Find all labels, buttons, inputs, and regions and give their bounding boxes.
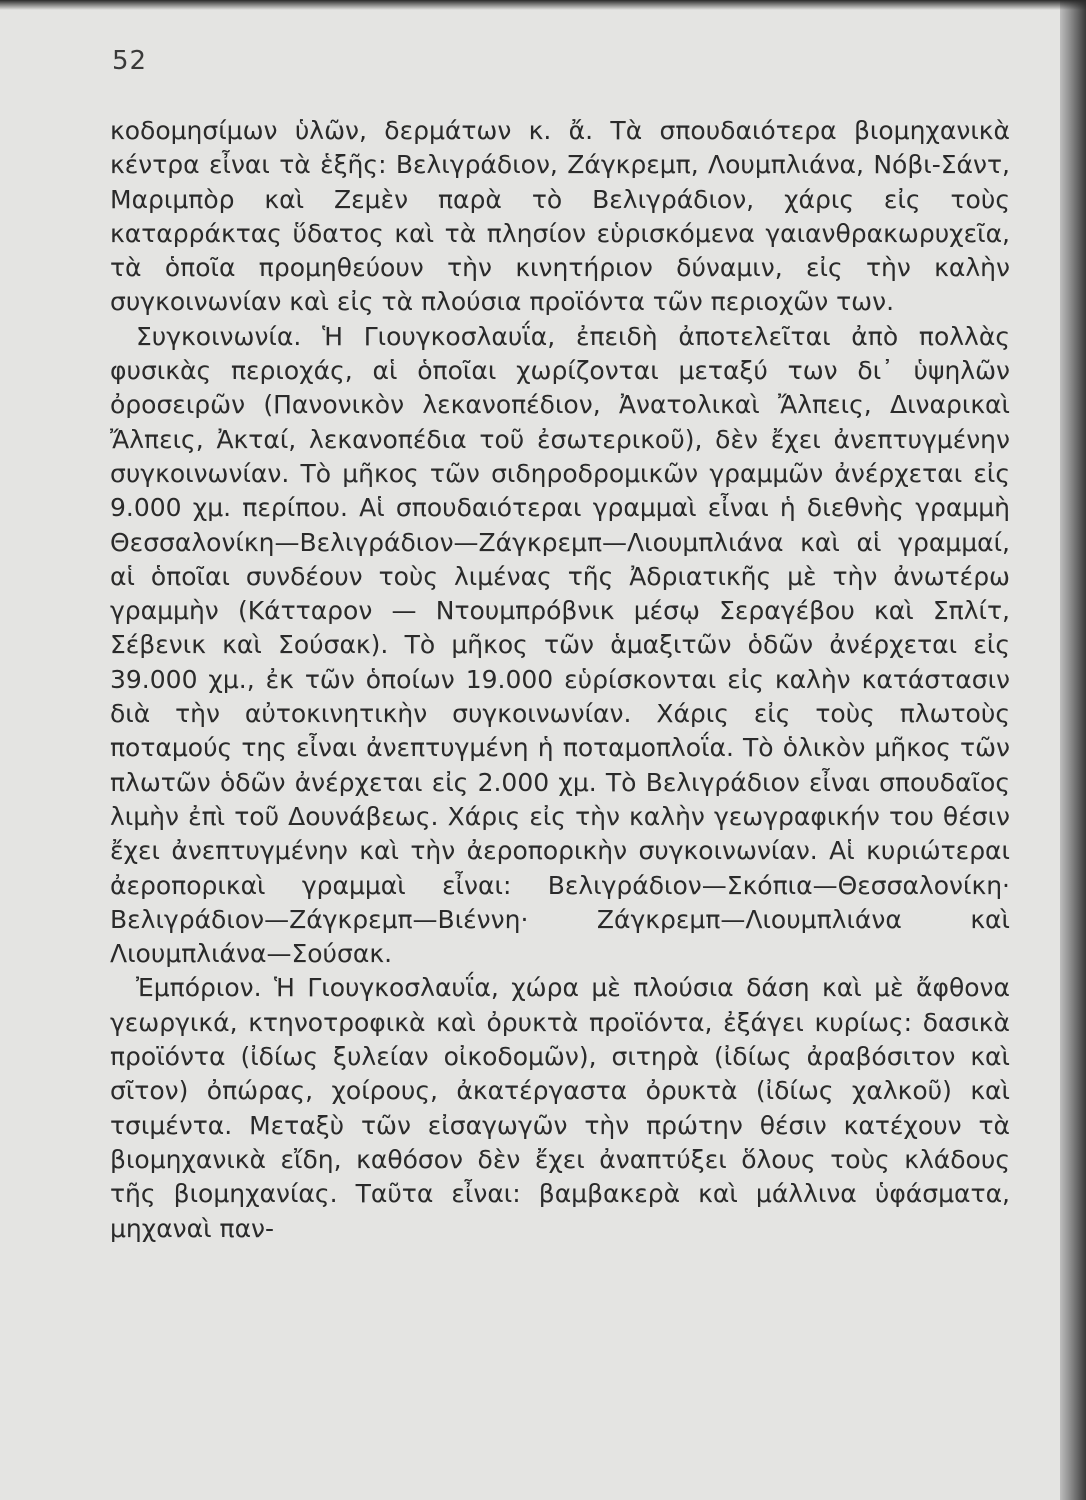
page-number: 52 [112,46,148,76]
paragraph-communications: Συγκοινωνία. Ἡ Γιουγκοσλαυΐα, ἐπειδὴ ἀποτελεῖται ἀπὸ πολλὰς φυσικὰς περιοχάς, αἱ ὁποῖαι χωρίζονται μεταξύ των δι᾿ ὑψηλῶν ὀροσειρῶν (Πανονικὸν λεκανοπέδιον, Ἀνατολικαὶ Ἄλπεις, Διναρικαὶ Ἄλπεις, Ἀκταί, λεκανοπέδια τοῦ ἐσωτερικοῦ), δὲν ἔχει ἀνεπτυγμένην συγκοινωνίαν. Τὸ μῆκος τῶν σιδηροδρομικῶν γραμμῶν ἀνέρχεται εἰς 9.000 χμ. περίπου. Αἱ σπουδαιότεραι γραμμαὶ εἶναι ἡ διεθνὴς γραμμὴ Θεσσαλονίκη—Βελιγράδιον—Ζάγκρεμπ—Λιουμπλιάνα καὶ αἱ γραμμαί, αἱ ὁποῖαι συνδέουν τοὺς λιμένας τῆς Ἀδριατικῆς μὲ τὴν ἀνωτέρω γραμμὴν (Κάτταρον — Ντουμπρόβνικ μέσῳ Σεραγέβου καὶ Σπλίτ, Σέβενικ καὶ Σούσακ). Τὸ μῆκος τῶν ἁμαξιτῶν ὁδῶν ἀνέρχεται εἰς 39.000 χμ., ἐκ τῶν ὁποίων 19.000 εὑρίσκονται εἰς καλὴν κατάστασιν διὰ τὴν αὐτοκινητικὴν συγκοινωνίαν. Χάρις εἰς τοὺς πλωτοὺς ποταμούς της εἶναι ἀνεπτυγμένη ἡ ποταμοπλοΐα. Τὸ ὁλικὸν μῆκος τῶν πλωτῶν ὁδῶν ἀνέρχεται εἰς 2.000 χμ. Τὸ Βελιγράδιον εἶναι σπουδαῖος λιμὴν ἐπὶ τοῦ Δουνάβεως. Χάρις εἰς τὴν καλὴν γεωγραφικήν του θέσιν ἔχει ἀνεπτυγμένην καὶ τὴν ἀεροπορικὴν συγκοινωνίαν. Αἱ κυριώτεραι ἀεροπορικαὶ γραμμαὶ εἶναι: Βελιγράδιον—Σκόπια—Θεσσαλονίκη· Βελιγράδιον—Ζάγκρεμπ—Βιέννη· Ζάγκρεμπ—Λιουμπλιάνα καὶ Λιουμπλιάνα—Σούσακ. [110,321,1010,969]
page-edge-shadow [1060,0,1086,1500]
paragraph-industry-continued: κοδομησίμων ὑλῶν, δερμάτων κ. ἄ. Τὰ σπουδαιότερα βιομηχανικὰ κέντρα εἶναι τὰ ἑξῆς: Βελιγράδιον, Ζάγκρεμπ, Λουμπλιάνα, Νόβι-Σάντ, Μαριμπὸρ καὶ Ζεμὲν παρὰ τὸ Βελιγράδιον, χάρις εἰς τοὺς καταρράκτας ὕδατος καὶ τὰ πλησίον εὑρισκόμενα γαιανθρακωρυχεῖα, τὰ ὁποῖα προμηθεύουν τὴν κινητήριον δύναμιν, εἰς τὴν καλὴν συγκοινωνίαν καὶ εἰς τὰ πλούσια προϊόντα τῶν περιοχῶν των. [110,116,1010,317]
top-edge-shadow [0,0,1086,10]
paragraph-commerce: Ἐμπόριον. Ἡ Γιουγκοσλαυΐα, χώρα μὲ πλούσια δάση καὶ μὲ ἄφθονα γεωργικά, κτηνοτροφικὰ καὶ ὀρυκτὰ προϊόντα, ἐξάγει κυρίως: δασικὰ προϊόντα (ἰδίως ξυλείαν οἰκοδομῶν), σιτηρὰ (ἰδίως ἀραβόσιτον καὶ σῖτον) ὀπώρας, χοίρους, ἀκατέργαστα ὀρυκτὰ (ἰδίως χαλκοῦ) καὶ τσιμέντα. Μεταξὺ τῶν εἰσαγωγῶν τὴν πρώτην θέσιν κατέχουν τὰ βιομηχανικὰ εἴδη, καθόσον δὲν ἔχει ἀναπτύξει ὅλους τοὺς κλάδους τῆς βιομηχανίας. Ταῦτα εἶναι: βαμβακερὰ καὶ μάλλινα ὑφάσματα, μηχαναὶ παν- [110,973,1010,1243]
body-text [110,114,1010,1246]
